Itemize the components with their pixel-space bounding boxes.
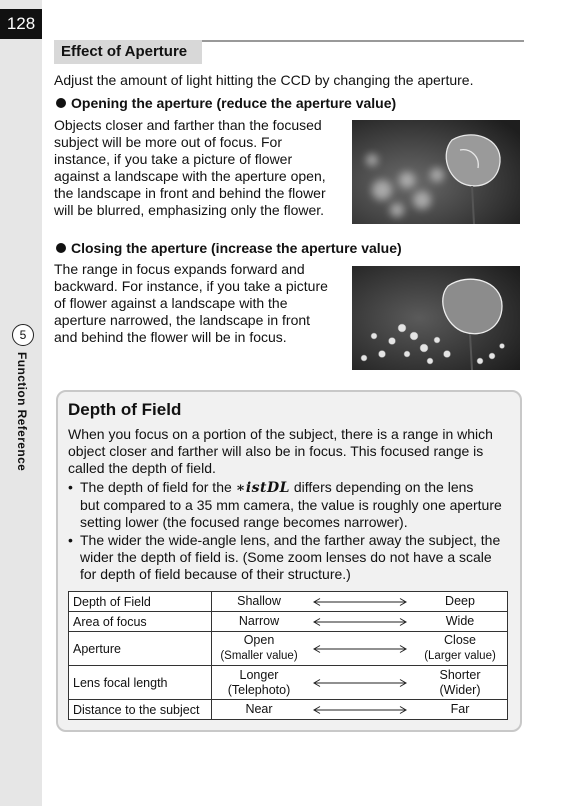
double-arrow-icon — [306, 618, 413, 626]
list-item: • The depth of field for the ∗istDL differs depending on the lens but compared to a 35 mm camera, the value is roughly one aperture setting lower (the focused range becomes narrower). — [68, 479, 502, 530]
bullet-dot-icon — [56, 243, 66, 253]
double-arrow-icon — [306, 706, 413, 714]
list-item: • The wider the wide-angle lens, and the farther away the subject, the wider the depth of field is. (Some zoom lenses do not have a scale for depth of field because of their structure.) — [68, 532, 501, 582]
bullet-dot-icon — [56, 98, 66, 108]
page-number: 128 — [0, 9, 42, 39]
double-arrow-icon — [306, 598, 413, 606]
table-row: Area of focus Narrow Wide — [69, 612, 508, 632]
model-logo: ∗istDL — [235, 480, 290, 496]
depth-of-field-table — [68, 591, 508, 720]
opening-paragraph: Objects closer and farther than the focused subject will be more out of focus. For instance, if you take a picture of flower against a landscape with the aperture open, the landscape in front and behind the flower will be blurred, emphasizing only the flower. — [54, 117, 326, 218]
row-label: Area of focus — [69, 612, 212, 632]
flower-photo-blurred — [352, 120, 520, 224]
row-label: Lens focal length — [69, 666, 212, 700]
chapter-number-badge: 5 — [12, 324, 34, 346]
opening-heading: Opening the aperture (reduce the aperture value) — [56, 95, 396, 111]
double-arrow-icon — [306, 645, 413, 653]
box-bullet-list — [66, 479, 512, 584]
chapter-title: Function Reference — [15, 352, 29, 472]
closing-paragraph: The range in focus expands forward and backward. For instance, if you take a picture of flower against a landscape with the aperture narrowed, the landscape in front and behind the flower will be in focus. — [54, 261, 328, 345]
row-label: Aperture — [69, 632, 212, 666]
flower-photo-sharp — [352, 266, 520, 370]
table-row: Depth of Field Shallow Deep — [69, 592, 508, 612]
section-intro: Adjust the amount of light hitting the CCD by changing the aperture. — [54, 72, 474, 88]
double-arrow-icon — [306, 679, 413, 687]
closing-heading: Closing the aperture (increase the aperture value) — [56, 240, 402, 256]
section-title: Effect of Aperture — [54, 40, 202, 64]
table-row: Distance to the subject Near Far — [69, 700, 508, 720]
table-row: Aperture Open (Smaller value) Close (Larger value) — [69, 632, 508, 666]
box-intro: When you focus on a portion of the subject, there is a range in which object closer and farther will also be in focus. This focused range is called the depth of field. — [68, 426, 493, 476]
row-label: Distance to the subject — [69, 700, 212, 720]
row-label: Depth of Field — [69, 592, 212, 612]
table-row: Lens focal length Longer (Telephoto) Shorter (Wider) — [69, 666, 508, 700]
box-title: Depth of Field — [68, 400, 182, 419]
